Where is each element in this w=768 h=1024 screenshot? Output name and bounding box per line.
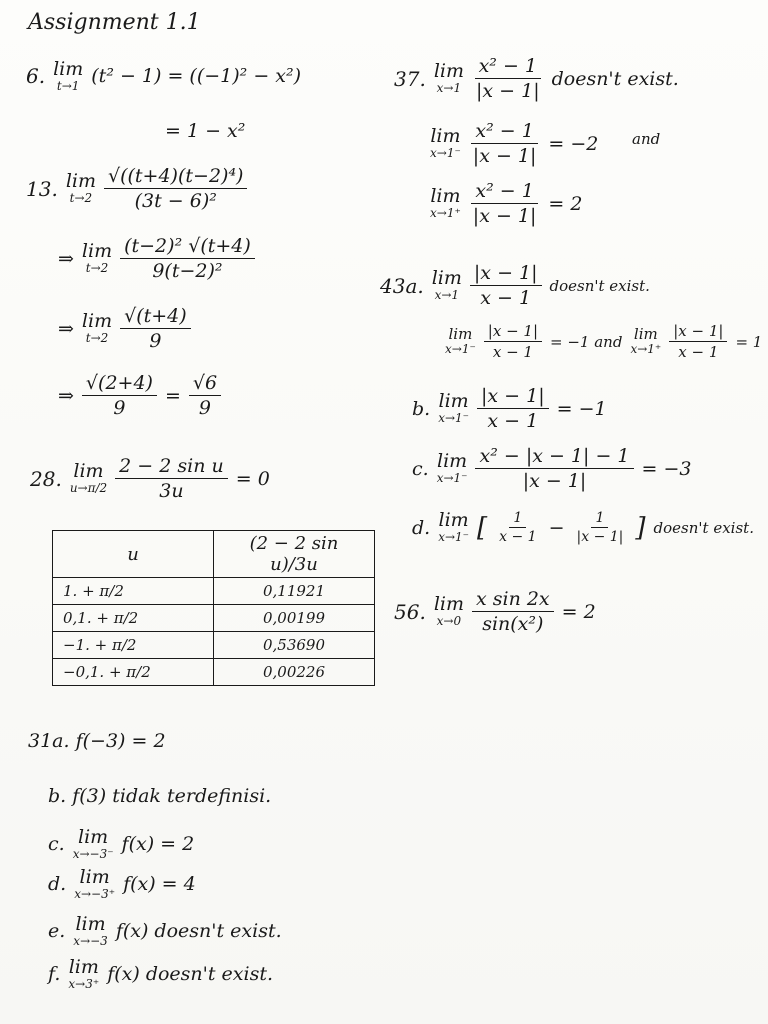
and-connector: and [632,130,661,148]
item-label: c. [48,833,65,856]
limit-subscript: x→−3 [73,933,108,948]
limit-word: lim [81,240,113,263]
table-header-expression: (2 − 2 sin u)/3u [214,531,375,578]
step-fraction [120,305,191,352]
table-cell-value: 0,11921 [214,578,375,605]
numerator: x² − 1 [475,55,541,79]
numerator: x² − 1 [471,180,537,204]
limit-subscript: t→2 [85,331,109,346]
problem-56-number: 56. [394,599,426,624]
table-cell-value: 0,00226 [214,659,375,686]
table-cell-u: 1. + π/2 [53,578,214,605]
problem-13-step-3 [58,305,191,352]
first-fraction [495,510,540,545]
right-limit-fraction [669,322,727,361]
table-cell-value: 0,53690 [214,632,375,659]
problem-6-number: 6. [26,64,46,89]
numerator: x² − |x − 1| − 1 [475,445,633,469]
limit-subscript: x→1⁺ [430,206,461,221]
limit-subscript: x→3⁺ [68,976,100,991]
denominator: |x − 1| [576,529,624,545]
numerator: |x − 1| [470,262,542,286]
limit-word: lim [633,325,658,344]
limit-word: lim [75,913,106,935]
problem-37 [394,55,679,102]
numerator: |x − 1| [477,385,549,409]
problem-43c [412,445,691,492]
limit-word: lim [431,267,462,290]
second-fraction [573,510,628,545]
problem-31a: 31a. f(−3) = 2 [28,730,166,752]
problem-13-step-2 [58,235,255,282]
limit-word: lim [65,170,96,193]
limit-word: lim [433,60,464,83]
step-fraction-right [189,372,221,419]
item-fraction [477,385,549,432]
item-label: f. [48,963,61,986]
item-result: = −3 [641,457,692,480]
limit-subscript: x→1 [436,81,462,96]
problem-28-number: 28. [30,466,62,491]
table-header-u: u [53,531,214,578]
table-row [53,578,375,605]
limit-subscript: x→−3⁻ [72,846,114,861]
problem-43a [380,262,650,309]
right-limit [430,187,461,220]
limit-word: lim [78,826,109,848]
item-result: doesn't exist. [653,518,754,537]
equals-sign: = [164,384,181,407]
left-limit-fraction [484,322,542,361]
limit-word: lim [53,58,84,80]
numerator: 2 − 2 sin u [115,455,228,479]
item-limit [73,915,108,948]
problem-37-left-limit [430,120,598,167]
problem-43a-one-sided [445,322,762,361]
limit-word: lim [81,310,113,333]
limit-word: lim [430,125,461,148]
problem-13-step-4 [58,372,221,419]
problem-31e [48,915,282,948]
problem-31f [48,958,273,991]
item-result: f(x) doesn't exist. [107,963,274,986]
limit-word: lim [79,866,110,888]
item-result: f(x) = 2 [121,833,195,856]
problem-6-expression: (t² − 1) = ((−1)² − x²) [91,65,302,88]
implies-arrow: ⇒ [58,317,74,340]
left-limit-fraction [469,120,541,167]
numerator: √6 [189,372,221,396]
problem-37-number: 37. [394,66,426,91]
table-row [53,659,375,686]
item-result: f(x) = 4 [123,873,196,896]
problem-43a-fraction [470,262,542,309]
numerator: x² − 1 [471,120,537,144]
table-cell-value: 0,00199 [214,605,375,632]
denominator: 3u [159,480,184,502]
limit-word: lim [68,956,99,978]
problem-31c [48,828,194,861]
denominator: x − 1 [492,343,533,361]
right-limit-fraction [469,180,541,227]
problem-37-limit [434,62,464,95]
problem-31b: b. f(3) tidak terdefinisi. [48,785,272,807]
right-limit-result: = 1 [735,332,763,351]
denominator: x − 1 [499,529,537,545]
problem-43a-result: doesn't exist. [549,276,650,295]
limit-subscript: x→1⁻ [445,342,476,357]
table-header-row [53,531,375,578]
limit-subscript: t→2 [69,191,93,206]
numerator: |x − 1| [484,322,542,342]
limit-subscript: x→1⁻ [438,530,469,545]
step-limit [82,312,112,345]
limit-subscript: x→−3⁺ [74,886,116,901]
problem-43d [412,510,754,545]
open-bracket: [ [477,512,488,543]
minus-sign: − [548,516,565,539]
item-limit [68,958,99,991]
problem-56-limit [434,595,464,628]
limit-word: lim [430,185,461,208]
item-label: b. [412,397,431,420]
problem-37-right-limit [430,180,582,227]
left-limit [445,327,476,355]
problem-56-fraction [472,588,554,635]
limit-word: lim [73,460,104,483]
right-limit-result: = 2 [548,192,583,215]
limit-subscript: x→1⁻ [430,146,461,161]
item-result: f(x) doesn't exist. [115,920,282,943]
step-limit [82,242,112,275]
denominator: 9 [149,330,162,352]
table-cell-u: 0,1. + π/2 [53,605,214,632]
denominator: x − 1 [480,287,532,309]
limit-word: lim [438,390,469,413]
item-label: e. [48,920,66,943]
denominator: 9 [198,397,212,419]
item-limit [73,828,114,861]
limit-subscript: x→1⁻ [438,411,469,426]
denominator: |x − 1| [472,205,537,227]
limit-subscript: u→π/2 [69,481,108,496]
implies-arrow: ⇒ [58,384,74,407]
limit-subscript: t→2 [85,261,109,276]
item-result: = −1 [556,397,607,420]
page-title: Assignment 1.1 [28,10,201,35]
numerator: (t−2)² √(t+4) [120,235,255,259]
denominator: |x − 1| [475,80,540,102]
item-limit [74,868,115,901]
problem-31d [48,868,196,901]
numerator: √(2+4) [82,372,157,396]
problem-13-number: 13. [26,176,58,201]
problem-6-limit [53,60,83,93]
values-table-wrapper [52,530,375,686]
left-limit [430,127,461,160]
table-cell-u: −0,1. + π/2 [53,659,214,686]
limit-word: lim [437,450,468,473]
table-row [53,632,375,659]
limit-subscript: x→1⁺ [630,342,662,357]
denominator: 9(t−2)² [152,260,223,282]
limit-subscript: x→0 [436,614,462,629]
limit-subscript: x→1⁻ [436,471,468,486]
denominator: 9 [113,397,126,419]
problem-13 [26,165,247,212]
denominator: sin(x²) [482,613,544,635]
limit-word: lim [433,593,464,616]
problem-28-fraction [115,455,228,502]
table-row [53,605,375,632]
numerator: √(t+4) [120,305,191,329]
left-limit-result: = −1 and [550,332,623,351]
denominator: |x − 1| [522,470,587,492]
limit-word: lim [448,325,473,344]
problem-13-fraction [104,165,248,212]
numerator: 1 [509,510,526,528]
problem-28-limit [70,462,107,495]
numerator: x sin 2x [472,588,554,612]
step-fraction-left [82,372,157,419]
item-limit [437,452,468,485]
problem-13-limit [66,172,96,205]
denominator: |x − 1| [472,145,537,167]
item-fraction [475,445,633,492]
table-cell-u: −1. + π/2 [53,632,214,659]
problem-6 [26,60,301,93]
left-limit-result: = −2 [548,132,599,155]
denominator: x − 1 [678,343,719,361]
problem-37-result: doesn't exist. [551,67,679,90]
values-table [52,530,375,686]
item-limit [438,392,469,425]
step-fraction [120,235,255,282]
problem-56 [394,588,596,635]
numerator: √((t+4)(t−2)⁴) [104,165,248,189]
numerator: 1 [591,510,608,528]
numerator: |x − 1| [669,322,727,342]
problem-56-result: = 2 [561,600,596,623]
implies-arrow: ⇒ [58,247,74,270]
problem-43-number: 43a. [380,273,424,298]
right-limit [630,327,661,355]
problem-37-fraction [472,55,544,102]
close-bracket: ] [635,512,646,543]
problem-43a-limit [432,269,462,302]
limit-subscript: t→1 [56,78,80,93]
denominator: (3t − 6)² [134,190,217,212]
problem-28-result: = 0 [235,467,270,490]
limit-subscript: x→1 [434,288,460,303]
item-label: c. [412,457,429,480]
limit-word: lim [438,509,469,532]
denominator: x − 1 [487,410,539,432]
problem-6-result: = 1 − x² [165,120,246,142]
problem-28 [30,455,270,502]
item-label: d. [412,516,431,539]
problem-43b [412,385,607,432]
item-label: d. [48,873,67,896]
item-limit [438,511,469,544]
